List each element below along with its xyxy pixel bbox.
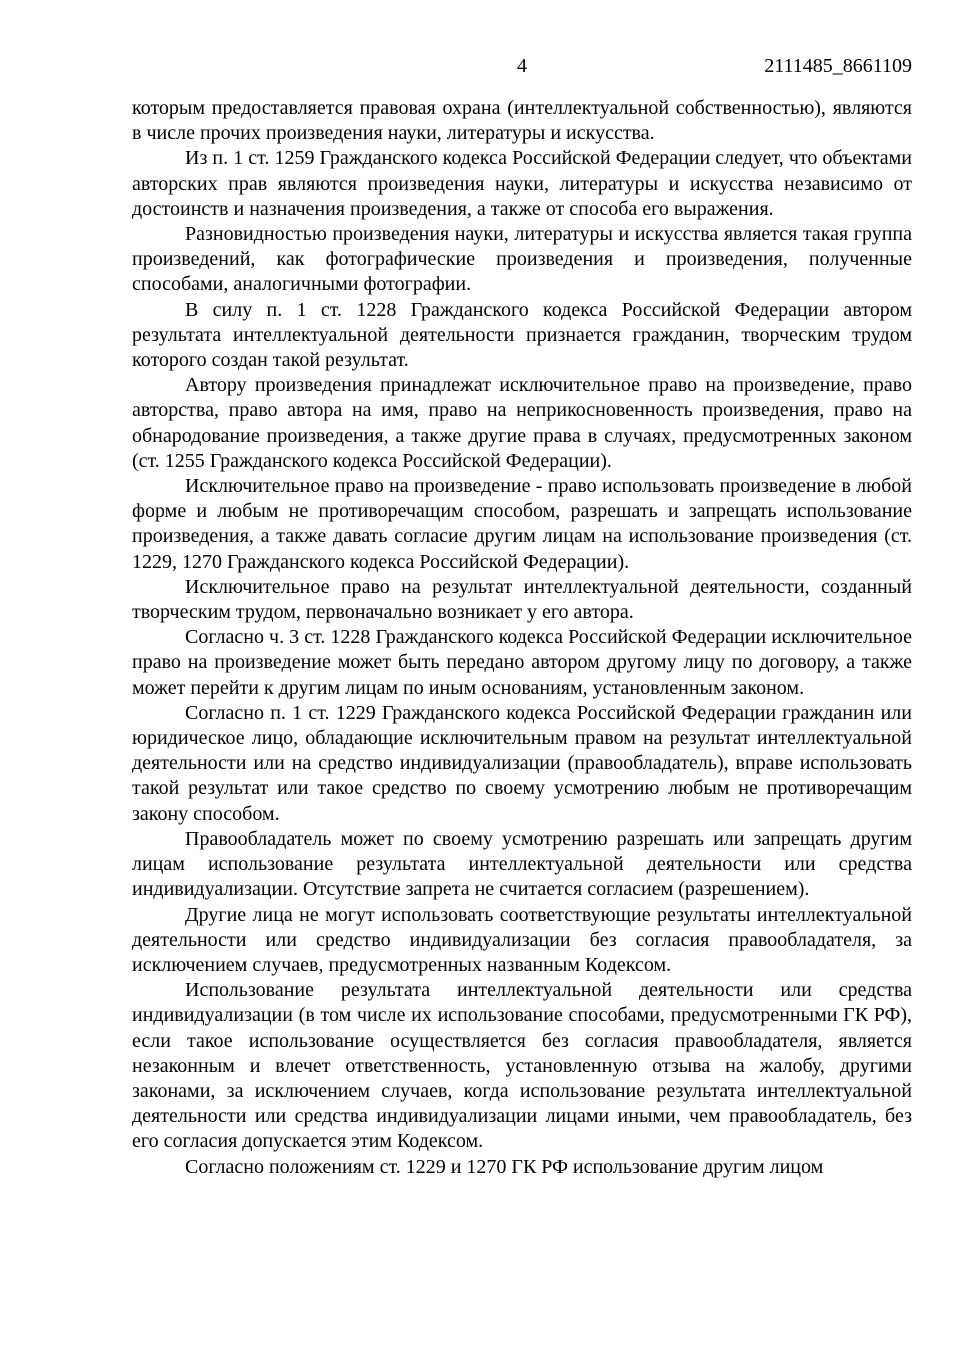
paragraph: Другие лица не могут использовать соответствующие результаты интеллектуальной деятельности или средство индивидуализации без согласия правообладателя, за исключением случаев, предусмотренных названным Кодексом. <box>132 903 912 976</box>
paragraph: Использование результата интеллектуальной деятельности или средства индивидуализации (в том числе их использование способами, предусмотренными ГК РФ), если такое использование осуществляется без согласия правообладателя, является незаконным и влечет ответственность, установленную отзыва на жалобу, другими законами, за исключением случаев, когда использование результата интеллектуальной деятельности или средства индивидуализации лицами иными, чем правообладатель, без его согласия допускается этим Кодексом. <box>132 979 912 1153</box>
paragraph: Правообладатель может по своему усмотрению разрешать или запрещать другим лицам использование результата интеллектуальной деятельности или средства индивидуализации. Отсутствие запрета не считается согласием (разрешением). <box>132 827 912 901</box>
page-header <box>132 54 912 78</box>
paragraph: Согласно п. 1 ст. 1229 Гражданского кодекса Российской Федерации гражданин или юридическое лицо, обладающие исключительным правом на результат интеллектуальной деятельности или на средство индивидуализации (правообладатель), вправе использовать такой результат или такое средство по своему усмотрению любым не противоречащим закону способом. <box>132 701 912 825</box>
paragraph: Из п. 1 ст. 1259 Гражданского кодекса Российской Федерации следует, что объектами авторских прав являются произведения науки, литературы и искусства независимо от достоинств и назначения произведения, а также от способа его выражения. <box>132 147 912 220</box>
paragraph: Согласно ч. 3 ст. 1228 Гражданского кодекса Российской Федерации исключительное право на произведение может быть передано автором другому лицу по договору, а также может перейти к другим лицам по иным основаниям, установленным законом. <box>132 626 912 699</box>
paragraph: Разновидностью произведения науки, литературы и искусства является такая группа произведений, как фотографические произведения и произведения, полученные способами, аналогичными фотографии. <box>132 223 912 296</box>
paragraph: Исключительное право на результат интеллектуальной деятельности, созданный творческим трудом, первоначально возникает у его автора. <box>132 575 912 624</box>
document-body <box>132 96 912 1180</box>
paragraph: Автору произведения принадлежат исключительное право на произведение, право авторства, право автора на имя, право на неприкосновенность произведения, право на обнародование произведения, а также другие права в случаях, предусмотренных законом (ст. 1255 Гражданского кодекса Российской Федерации). <box>132 374 912 472</box>
page-number: 4 <box>517 55 527 77</box>
paragraph: Согласно положениям ст. 1229 и 1270 ГК РФ использование другим лицом <box>185 1155 824 1178</box>
paragraph: которым предоставляется правовая охрана (интеллектуальной собственностью), являются в числе прочих произведения науки, литературы и искусства. <box>132 97 912 145</box>
paragraph: В силу п. 1 ст. 1228 Гражданского кодекса Российской Федерации автором результата интеллектуальной деятельности признается гражданин, творческим трудом которого создан такой результат. <box>132 298 912 372</box>
paragraph: Исключительное право на произведение - право использовать произведение в любой форме и любым не противоречащим способом, разрешать и запрещать использование произведения, а также давать согласие другим лицам на использование произведения (ст. 1229, 1270 Гражданского кодекса Российской Федерации). <box>132 475 912 573</box>
doc-id: 2111485_8661109 <box>764 55 912 77</box>
